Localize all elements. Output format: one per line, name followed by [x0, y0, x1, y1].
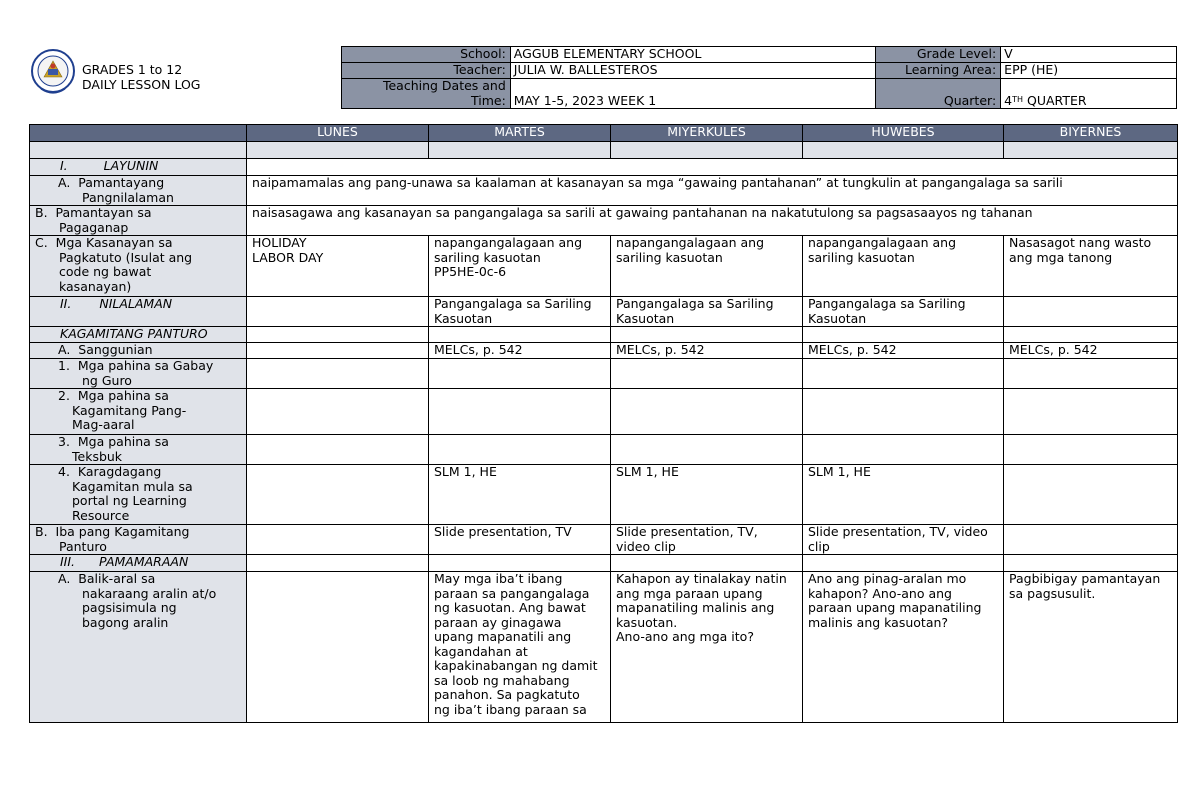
nilalaman-huw-l2: Kasuotan — [808, 310, 867, 326]
c-num: C. — [35, 235, 48, 250]
kasanayan-martes-line-1: napangangalagaan ang — [434, 235, 583, 250]
pamantayan-sa-pagaganap-label — [30, 206, 247, 236]
pamamaraan-text: PAMAMARAAN — [99, 554, 189, 569]
kasanayan-huw-line-1: napangangalagaan ang — [808, 235, 957, 250]
balik-martes-line: ng kasuotan. Ang bawat — [434, 600, 586, 615]
kasanayan-martes — [429, 236, 611, 297]
teaching-dates-label-line-1: Teaching Dates and — [382, 78, 506, 93]
pamamaraan-label — [30, 555, 247, 572]
karagdagang-kagamitan-label — [30, 465, 247, 525]
kasanayan-miyerkules — [611, 236, 803, 297]
layunin-num: I. — [60, 158, 68, 173]
balik-line-3: pagsisimula ng — [82, 600, 177, 615]
karagdagang-lunes — [247, 465, 429, 525]
header-info-table — [341, 46, 1177, 109]
kasanayan-lunes — [247, 236, 429, 297]
nilalaman-martes-l2: Kasuotan — [434, 310, 493, 326]
row-karagdagang-kagamitan — [30, 465, 1178, 525]
balik-line-4: bagong aralin — [82, 614, 169, 630]
layunin-label — [30, 159, 247, 176]
iba-line-2: Panturo — [59, 538, 107, 554]
kagamitan-cell — [247, 327, 429, 343]
balik-martes-line: upang mapanatili ang — [434, 629, 572, 644]
teksbuk-cell — [1004, 435, 1178, 465]
c-line-2: Pagkatuto (Isulat ang — [59, 249, 193, 265]
r2-line-1: Mga pahina sa — [77, 388, 169, 403]
balik-huw-line: malinis ang kasuotan? — [808, 614, 949, 630]
blank-shaded-row — [30, 142, 1178, 159]
r4-line-4: Resource — [72, 507, 130, 523]
iba-huwebes — [803, 525, 1004, 555]
nilalaman-text: NILALAMAN — [99, 296, 173, 311]
shaded-cell — [30, 142, 247, 159]
balik-martes-line: May mga iba’t ibang — [434, 572, 563, 586]
pamamaraan-num: III. — [60, 554, 76, 569]
balik-martes-line: ng iba’t ibang paraan sa — [434, 701, 587, 717]
kasanayan-martes-line-2: sariling kasuotan — [434, 249, 541, 265]
sanggunian-text: Sanggunian — [78, 342, 153, 357]
iba-miyerkules — [611, 525, 803, 555]
kasanayan-biy-line-1: Nasasagot nang wasto — [1009, 235, 1152, 250]
iba-lunes — [247, 525, 429, 555]
day-header-martes: MARTES — [429, 125, 611, 142]
gabay-cell — [803, 359, 1004, 389]
nilalaman-miy-l2: Kasuotan — [616, 310, 675, 326]
pamantayang-pangnilalaman-label — [30, 176, 247, 206]
layunin-content — [247, 159, 1178, 176]
balik-miy-line: mapanatiling malinis ang — [616, 600, 775, 615]
kagamitan-cell — [803, 327, 1004, 343]
c-line-1: Mga Kasanayan sa — [55, 235, 173, 250]
shaded-cell — [247, 142, 429, 159]
pang-mag-aaral-cell — [1004, 389, 1178, 435]
teaching-dates-label — [342, 79, 511, 109]
iba-martes: Slide presentation, TV — [429, 525, 611, 555]
kagamitan-cell — [611, 327, 803, 343]
b-line-1-wrap — [35, 206, 246, 221]
kagamitan-cell — [429, 327, 611, 343]
day-header-huwebes: HUWEBES — [803, 125, 1004, 142]
r4-line-2: Kagamitan mula sa — [72, 478, 193, 494]
r3-line-1-wrap — [58, 435, 246, 450]
pamamaraan-cell — [429, 555, 611, 572]
shaded-cell — [611, 142, 803, 159]
school-label: School: — [342, 47, 511, 63]
shaded-cell — [1004, 142, 1178, 159]
iba-line-1-wrap — [35, 525, 246, 540]
c-line-1-wrap — [35, 236, 246, 251]
sanggunian-label — [30, 343, 247, 359]
r1-line-2: ng Guro — [82, 372, 132, 388]
iba-num: B. — [35, 524, 48, 539]
balik-martes — [429, 572, 611, 723]
a-line-2: Pangnilalaman — [82, 189, 174, 205]
kagamitang-pang-mag-aaral-label — [30, 389, 247, 435]
nilalaman-martes-l1: Pangangalaga sa Sariling — [434, 296, 592, 311]
labor-day-text: LABOR DAY — [252, 249, 324, 265]
learning-area-value: EPP (HE) — [1001, 63, 1177, 79]
row-kagamitang-panturo — [30, 327, 1178, 343]
row-balik-aral — [30, 572, 1178, 723]
sanggunian-miyerkules: MELCs, p. 542 — [611, 343, 803, 359]
day-header-biyernes: BIYERNES — [1004, 125, 1178, 142]
balik-miy-line: kasuotan. — [616, 614, 678, 630]
iba-line-1: Iba pang Kagamitang — [55, 524, 190, 539]
grade-level-value: V — [1001, 47, 1177, 63]
balik-martes-line: kagandahan at — [434, 643, 528, 659]
r4-num: 4. — [58, 464, 70, 479]
r1-num: 1. — [58, 358, 70, 373]
balik-miy-line: Kahapon ay tinalakay natin — [616, 571, 787, 586]
kasanayan-huwebes — [803, 236, 1004, 297]
nilalaman-biyernes — [1004, 297, 1178, 327]
iba-miy-l2: video clip — [616, 538, 676, 554]
balik-line-1: Balik-aral sa — [78, 571, 156, 586]
row-kagamitang-pang-mag-aaral — [30, 389, 1178, 435]
balik-martes-line: paraan sa pangangalaga — [434, 585, 590, 601]
karagdagang-miyerkules: SLM 1, HE — [611, 465, 803, 525]
r3-num: 3. — [58, 434, 70, 449]
shaded-cell — [803, 142, 1004, 159]
teksbuk-cell — [611, 435, 803, 465]
balik-miyerkules — [611, 572, 803, 723]
b-line-2: Pagaganap — [59, 219, 129, 235]
quarter-number: 4 — [1004, 92, 1013, 108]
balik-aral-label — [30, 572, 247, 723]
c-line-4: kasanayan) — [59, 278, 132, 294]
pang-mag-aaral-cell — [803, 389, 1004, 435]
balik-num: A. — [58, 571, 71, 586]
kasanayan-biyernes — [1004, 236, 1178, 297]
mga-kasanayan-label — [30, 236, 247, 297]
kasanayan-biy-line-2: ang mga tanong — [1009, 249, 1113, 265]
balik-line-1-wrap — [58, 572, 246, 587]
teksbuk-cell — [247, 435, 429, 465]
sanggunian-num: A. — [58, 342, 71, 357]
kasanayan-miy-line-1: napangangalagaan ang — [616, 235, 765, 250]
r2-line-1-wrap — [58, 389, 246, 404]
balik-martes-line: panahon. Sa pagkatuto — [434, 687, 580, 702]
balik-miy-line: ang mga paraan upang — [616, 585, 763, 601]
r2-line-3: Mag-aaral — [72, 417, 135, 432]
balik-martes-line: kapakinabangan ng damit — [434, 658, 598, 673]
pamamaraan-cell — [1004, 555, 1178, 572]
kasanayan-huw-line-2: sariling kasuotan — [808, 249, 915, 265]
pamamaraan-cell — [247, 555, 429, 572]
row-mga-kasanayan — [30, 236, 1178, 297]
quarter-text: QUARTER — [1023, 92, 1087, 108]
row-pamamaraan — [30, 555, 1178, 572]
r3-line-2: Teksbuk — [72, 448, 123, 464]
deped-seal-logo — [31, 47, 75, 99]
iba-pang-kagamitang-label — [30, 525, 247, 555]
pamamaraan-cell — [803, 555, 1004, 572]
gabay-cell — [247, 359, 429, 389]
balik-huwebes — [803, 572, 1004, 723]
daily-lesson-log-table — [29, 124, 1178, 723]
kagamitan-cell — [1004, 327, 1178, 343]
nilalaman-miyerkules — [611, 297, 803, 327]
competency-code: PP5HE-0c-6 — [434, 264, 507, 279]
nilalaman-miy-l1: Pangangalaga sa Sariling — [616, 296, 774, 311]
a-num: A. — [58, 175, 71, 190]
r4-line-1: Karagdagang — [77, 464, 162, 479]
iba-huw-l2: clip — [808, 538, 830, 554]
balik-biyernes — [1004, 572, 1178, 723]
nilalaman-huw-l1: Pangangalaga sa Sariling — [808, 296, 966, 311]
gabay-cell — [611, 359, 803, 389]
holiday-text: HOLIDAY — [252, 235, 307, 250]
document-title — [82, 62, 201, 92]
school-value: AGGUB ELEMENTARY SCHOOL — [510, 47, 876, 63]
r2-line-2: Kagamitang Pang- — [72, 402, 187, 418]
pamamaraan-cell — [611, 555, 803, 572]
kasanayan-miy-line-2: sariling kasuotan — [616, 249, 723, 265]
karagdagang-huwebes: SLM 1, HE — [803, 465, 1004, 525]
teacher-value: JULIA W. BALLESTEROS — [510, 63, 876, 79]
karagdagang-biyernes — [1004, 465, 1178, 525]
quarter-suffix: TH — [1012, 94, 1024, 104]
sanggunian-biyernes: MELCs, p. 542 — [1004, 343, 1178, 359]
sanggunian-martes: MELCs, p. 542 — [429, 343, 611, 359]
pang-mag-aaral-cell — [611, 389, 803, 435]
balik-martes-line: paraan ay ginagawa — [434, 614, 562, 630]
balik-martes-text — [434, 572, 610, 722]
teacher-label: Teacher: — [342, 63, 511, 79]
r4-line-1-wrap — [58, 465, 246, 480]
karagdagang-martes: SLM 1, HE — [429, 465, 611, 525]
gabay-cell — [1004, 359, 1178, 389]
teksbuk-label — [30, 435, 247, 465]
quarter-label: Quarter: — [876, 79, 1001, 109]
grade-level-label: Grade Level: — [876, 47, 1001, 63]
pang-mag-aaral-cell — [247, 389, 429, 435]
nilalaman-num: II. — [60, 296, 72, 311]
pamantayang-pangnilalaman-line-1 — [58, 176, 246, 191]
iba-huw-l1: Slide presentation, TV, video — [808, 524, 988, 539]
nilalaman-label — [30, 297, 247, 327]
balik-martes-line: sa loob ng mahabang — [434, 672, 570, 688]
pamantayan-sa-pagaganap-content: naisasagawa ang kasanayan sa pangangalaga sa sarili at gawaing pantahanan na nakatutulong sa pagsasaayos ng tahanan — [247, 206, 1178, 236]
a-line-1: Pamantayang — [78, 175, 165, 190]
layunin-text: LAYUNIN — [103, 158, 159, 173]
row-teksbuk — [30, 435, 1178, 465]
balik-lunes — [247, 572, 429, 723]
learning-area-label: Learning Area: — [876, 63, 1001, 79]
balik-huw-line: paraan upang mapanatiling — [808, 600, 982, 615]
r3-line-1: Mga pahina sa — [77, 434, 169, 449]
shaded-cell — [429, 142, 611, 159]
r1-line-1-wrap — [58, 359, 246, 374]
day-header-lunes: LUNES — [247, 125, 429, 142]
title-line-1: GRADES 1 to 12 — [82, 62, 183, 77]
pang-mag-aaral-cell — [429, 389, 611, 435]
nilalaman-martes — [429, 297, 611, 327]
row-layunin — [30, 159, 1178, 176]
gabay-cell — [429, 359, 611, 389]
balik-biy-line: sa pagsusulit. — [1009, 585, 1096, 601]
r1-line-1: Mga pahina sa Gabay — [77, 358, 214, 373]
row-gabay-ng-guro — [30, 359, 1178, 389]
sanggunian-lunes — [247, 343, 429, 359]
row-nilalaman — [30, 297, 1178, 327]
b-line-1: Pamantayan sa — [55, 205, 152, 220]
balik-huw-line: Ano ang pinag-aralan mo — [808, 571, 967, 586]
c-line-3: code ng bawat — [59, 264, 152, 279]
title-line-2: DAILY LESSON LOG — [82, 77, 201, 92]
day-header-blank — [30, 125, 247, 142]
row-pamantayan-sa-pagaganap — [30, 206, 1178, 236]
teaching-dates-value: MAY 1-5, 2023 WEEK 1 — [510, 79, 876, 109]
nilalaman-huwebes — [803, 297, 1004, 327]
r2-num: 2. — [58, 388, 70, 403]
iba-biyernes — [1004, 525, 1178, 555]
teaching-dates-label-line-2: Time: — [470, 92, 506, 108]
quarter-value — [1001, 79, 1177, 109]
b-num: B. — [35, 205, 48, 220]
row-pamantayang-pangnilalaman — [30, 176, 1178, 206]
iba-miy-l1: Slide presentation, TV, — [616, 524, 758, 539]
teksbuk-cell — [803, 435, 1004, 465]
r4-line-3: portal ng Learning — [72, 493, 187, 508]
gabay-ng-guro-label — [30, 359, 247, 389]
row-iba-pang-kagamitang — [30, 525, 1178, 555]
pamantayang-pangnilalaman-content: naipamamalas ang pang-unawa sa kaalaman at kasanayan sa mga “gawaing pantahanan” at tungkulin at pangangalaga sa sarili — [247, 176, 1178, 206]
balik-huw-line: kahapon? Ano-ano ang — [808, 585, 952, 601]
sanggunian-huwebes: MELCs, p. 542 — [803, 343, 1004, 359]
row-sanggunian — [30, 343, 1178, 359]
balik-line-2: nakaraang aralin at/o — [82, 585, 217, 601]
balik-miy-line: Ano-ano ang mga ito? — [616, 629, 754, 644]
kagamitang-panturo-label: KAGAMITANG PANTURO — [30, 327, 247, 343]
balik-biy-line: Pagbibigay pamantayan — [1009, 571, 1161, 586]
teksbuk-cell — [429, 435, 611, 465]
day-header-miyerkules: MIYERKULES — [611, 125, 803, 142]
nilalaman-lunes — [247, 297, 429, 327]
